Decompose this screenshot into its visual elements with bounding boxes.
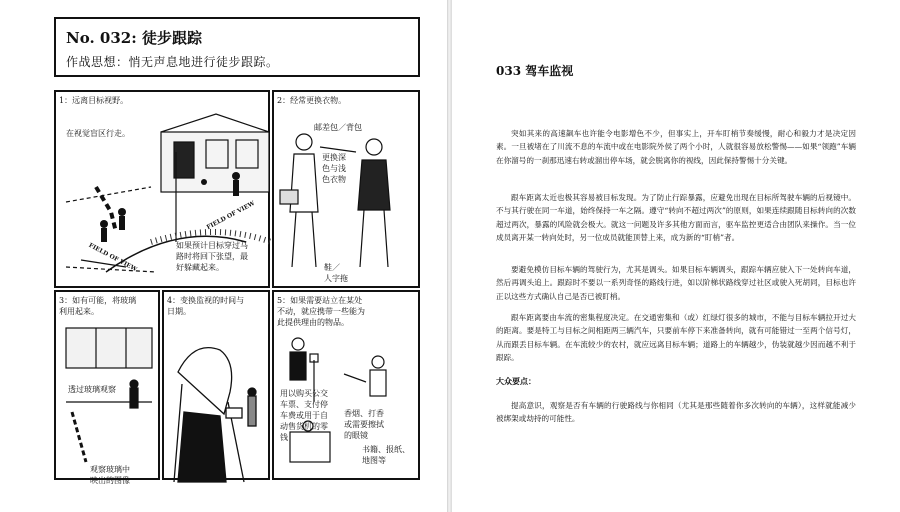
right-page [452,0,900,512]
panel-3-caption: 3：如有可能，将玻璃 利用起来。 [59,296,137,316]
comic-panel-5 [272,290,420,480]
paragraph-2: 跟车距离太近也极其容易被目标发现。为了防止行踪暴露，应避免出现在目标所驾驶车辆的后视镜中。不与其行驶在同一车道，始终保持一车之隔。遵守“转向不超过两次”的原则，如果连续跟随目标转向的次数超过两次，暴露的风险就会极大。就这一问题及许多其他方面而言，驱车监控更适合由团队来操作。当一位成员离开某一转向处时，另一位成员就能顶替上来，成为新的“盯梢”者。 [496,193,856,243]
panel-5-note-smoke: 香烟、打香 或需要擦拭 的眼镜 [344,409,384,440]
panel-2-note-shoes: 鞋／ 人字拖 [324,263,348,283]
field-of-view-label-1: FIELD OF VIEW [205,199,257,232]
section-title: 033 驾车监视 [496,64,574,78]
paragraph-4: 跟车距离要由车流的密集程度决定。在交通密集和（或）红绿灯很多的城市，不能与目标车辆拉开过大的距离。要是特工与目标之间相距两三辆汽车，只要前车停下来准备转向，就有可能错过一至两个信号灯，从而跟丢目标车辆。在车流较少的农村，就应远离目标车辆；道路上的车辆越少，伪装就越少因而越不利于跟踪。 [496,313,856,363]
paragraph-3: 要避免模仿目标车辆的驾驶行为，尤其是调头。如果目标车辆调头，跟踪车辆应驶入下一处转向车道，然后再调头追上。跟踪时不要以一系列奇怪的路线行进，如以阶梯状路线穿过社区或驶入死胡同，目标也许正以这些方式确认自己是否已被盯梢。 [496,265,856,301]
panel-1-caption: 1：远离目标视野。 [59,96,129,105]
paragraph-1: 突如其来的高速飙车也许能令电影增色不少，但事实上，开车盯梢节奏缓慢，耐心和毅力才是决定因素。一旦被堵在了川流不息的车流中或在电影院外侯了两个小时，人就很容易放松警惕——如果“领跑”车辆在你溜号的一刹那迅速右转或溜出停车场，就会脱离你的视线，因此保持警惕十分关键。 [496,129,856,165]
field-of-view-label-2: FIELD OF VIEW [87,241,139,274]
panel-5-note-books: 书籍、报纸、 地图等 [362,445,410,465]
panel-2-caption: 2：经常更换衣物。 [277,96,347,105]
panel-3-note-glass: 透过玻璃观察 [68,385,116,394]
chapter-subtitle: 作战思想：悄无声息地进行徒步跟踪。 [66,55,279,69]
panel-1-note-walk: 在视觉盲区行走。 [66,129,130,138]
comic-panel-3 [54,290,160,485]
panel-4-caption: 4：变换监视的时间与 日期。 [167,296,245,316]
panel-2-note-bag: 邮差包／背包 [314,123,362,132]
comic-panel-4 [162,290,270,480]
chapter-title: No. 032: 徒步跟踪 [66,29,202,47]
comic-panel-2 [272,90,420,288]
takeaway-heading: 大众要点： [496,376,536,386]
takeaway-text: 提高意识，观察是否有车辆的行驶路线与你相同（尤其是那些随着你多次转向的车辆），这样就能减少被绑架或劫持的可能性。 [496,401,856,424]
panel-5-caption: 5：如果需要站立在某处 不动，就应携带一些能为 此提供理由的物品。 [277,296,365,327]
panel-4-illustration [164,292,272,482]
comic-panel-1 [54,90,270,288]
left-page [0,0,448,512]
panel-1-note-hide: 如果预计目标穿过马 路时将回下张望，最 好躲藏起来。 [176,241,248,272]
panel-5-note-change: 用以购买公交 车票、支付停 车费或用于自 动售货机的零 钱 [280,389,328,442]
panel-2-note-clothes: 更换深 色与浅 色衣物 [322,153,346,184]
chapter-title-box [54,17,420,77]
panel-3-note-reflection: 观察玻璃中 映出的图像 [90,465,130,485]
